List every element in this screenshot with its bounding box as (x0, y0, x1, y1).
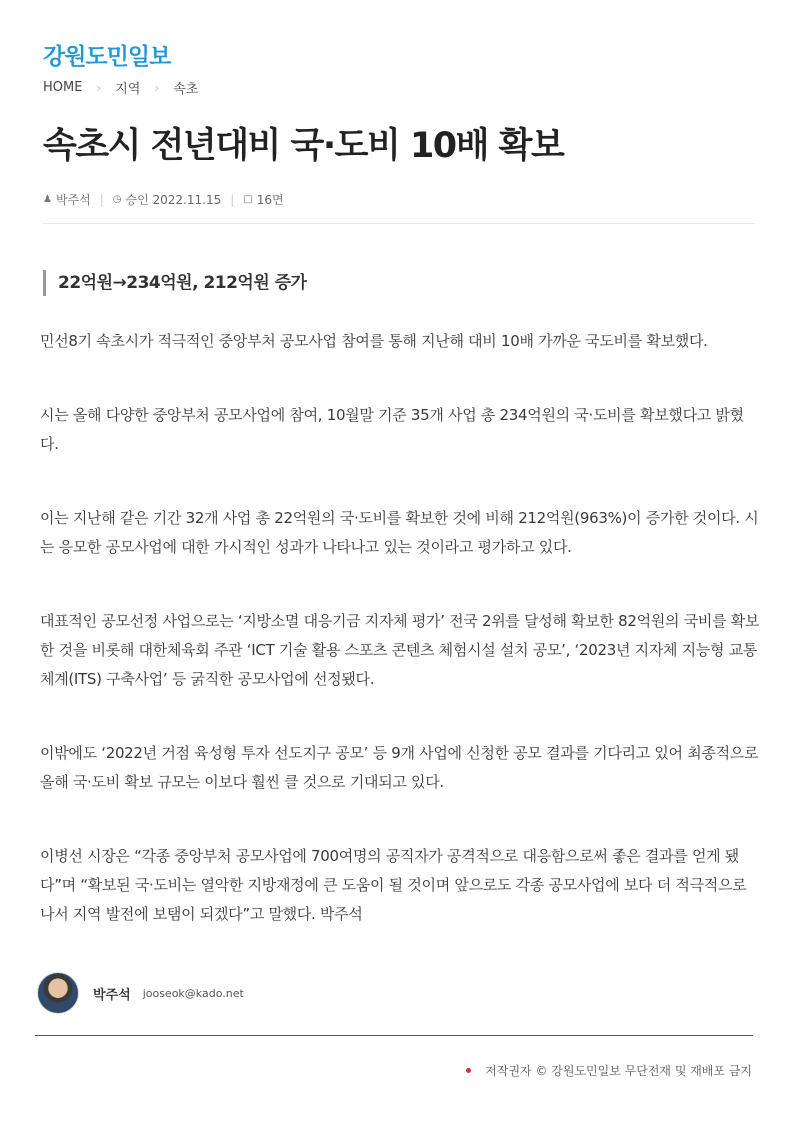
meta-approved-date: 승인 2022.11.15 (125, 193, 222, 207)
article-paragraph: 민선8기 속초시가 적극적인 중앙부처 공모사업 참여를 통해 지난해 대비 10배 가까운 국도비를 확보했다. (40, 332, 708, 350)
article-paragraph: 이는 지난해 같은 기간 32개 사업 총 22억원의 국·도비를 확보한 것에 비해 212억원(963%)이 증가한 것이다. 시는 응모한 공모사업에 대한 가시적인 성과가 나타나고 있는 것이라고 평가하고 있다. (40, 509, 759, 556)
article-headline: 속초시 전년대비 국·도비 10배 확보 (43, 126, 564, 166)
avatar (37, 972, 79, 1014)
breadcrumb-home[interactable]: HOME (43, 80, 83, 95)
clock-icon: ◷ (112, 194, 122, 205)
article-meta (43, 191, 284, 208)
author-name: 박주석 (93, 987, 131, 1003)
copyright-text: 저작권자 © 강원도민일보 무단전재 및 재배포 금지 (485, 1064, 752, 1078)
article-paragraph: 이병선 시장은 “각종 중앙부처 공모사업에 700여명의 공직자가 공격적으로 대응함으로써 좋은 결과를 얻게 됐다”며 “확보된 국·도비는 열악한 지방재정에 큰 도움이 될 것이며 앞으로도 각종 공모사업에 보다 더 적극적으로 나서 지역 발전에 보탬이 되겠다”고 말했다. 박주석 (40, 847, 747, 923)
site-logo[interactable]: 강원도민일보 (43, 44, 171, 70)
meta-page: 16면 (256, 193, 284, 207)
breadcrumb-subsection[interactable]: 속초 (173, 82, 199, 97)
meta-divider: | (230, 192, 235, 207)
article-paragraph: 대표적인 공모선정 사업으로는 ‘지방소멸 대응기금 지자체 평가’ 전국 2위를 달성해 확보한 82억원의 국비를 확보한 것을 비롯해 대한체육회 주관 ‘ICT 기술 활용 스포츠 콘텐츠 체험시설 설치 공모’, ‘2023년 지자체 지능형 교통체계(ITS) 구축사업’ 등 굵직한 공모사업에 선정됐다. (40, 612, 760, 688)
breadcrumb-section[interactable]: 지역 (115, 82, 141, 97)
header-divider (43, 223, 755, 224)
article-subhead: 22억원→234억원, 212억원 증가 (43, 270, 307, 296)
author-email[interactable]: jooseok@kado.net (142, 986, 244, 1000)
article-body (40, 327, 762, 974)
meta-author: 박주석 (55, 193, 91, 207)
article-paragraph: 시는 올해 다양한 중앙부처 공모사업에 참여, 10월말 기준 35개 사업 총 234억원의 국·도비를 확보했다고 밝혔다. (40, 406, 744, 453)
breadcrumb (43, 78, 198, 97)
red-dot-icon (466, 1068, 471, 1073)
meta-divider: | (99, 192, 104, 207)
page-icon: □ (243, 194, 253, 205)
chevron-right-icon: › (154, 80, 160, 95)
chevron-right-icon: › (96, 80, 102, 95)
author-box (37, 972, 244, 1014)
article-paragraph: 이밖에도 ‘2022년 거점 육성형 투자 선도지구 공모’ 등 9개 사업에 신청한 공모 결과를 기다리고 있어 최종적으로 올해 국·도비 확보 규모는 이보다 훨씬 클 것으로 기대되고 있다. (40, 744, 759, 791)
copyright-notice (466, 1062, 752, 1079)
footer-divider (35, 1035, 753, 1036)
person-icon: ♟ (43, 194, 52, 205)
